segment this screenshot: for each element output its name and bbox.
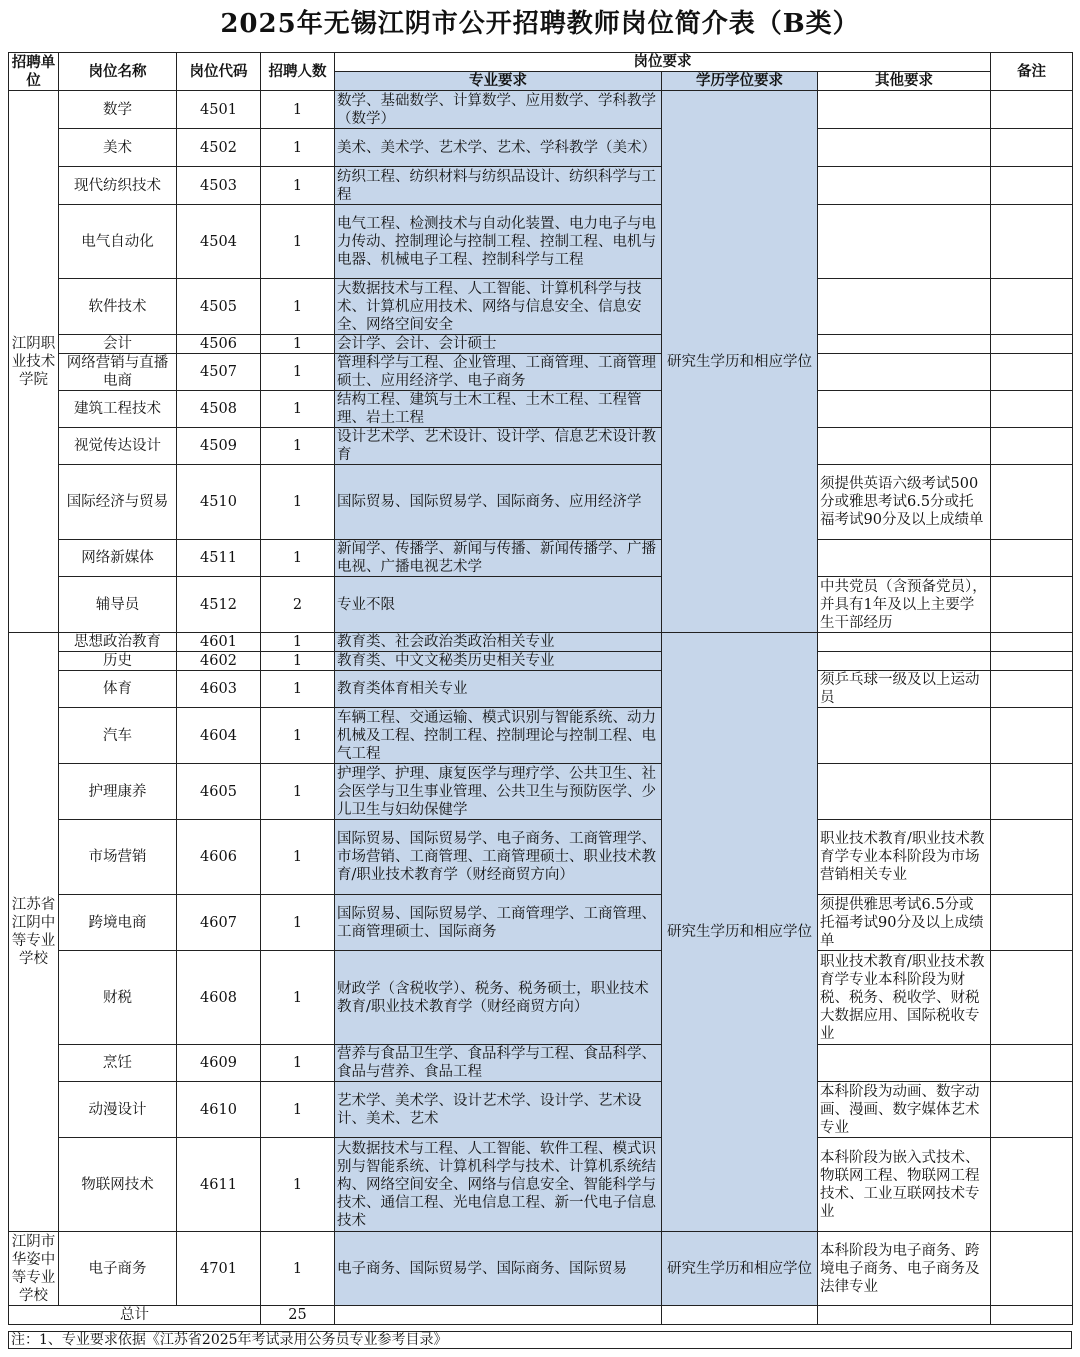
table-row	[9, 279, 1073, 335]
count-cell: 1	[261, 391, 335, 428]
table-row	[9, 652, 1073, 671]
position-code-cell: 4701	[177, 1232, 261, 1306]
footnote: 注：1、专业要求依据《江苏省2025年考试录用公务员专业参考目录》	[8, 1331, 1072, 1349]
table-row	[9, 391, 1073, 428]
count-cell: 1	[261, 652, 335, 671]
count-cell: 1	[261, 820, 335, 895]
major-cell: 营养与食品卫生学、食品科学与工程、食品科学、食品与营养、食品工程	[335, 1045, 662, 1082]
count-cell: 1	[261, 895, 335, 951]
other-requirements-cell	[818, 633, 991, 652]
table-row	[9, 895, 1073, 951]
position-name-cell: 财税	[59, 951, 177, 1045]
table-row	[9, 671, 1073, 708]
other-requirements-cell	[818, 91, 991, 129]
count-cell: 1	[261, 205, 335, 279]
header-other: 其他要求	[818, 72, 991, 91]
count-cell: 1	[261, 91, 335, 129]
position-code-cell: 4606	[177, 820, 261, 895]
other-requirements-cell	[818, 354, 991, 391]
total-empty-remarks	[991, 1306, 1073, 1325]
table-row	[9, 428, 1073, 465]
table-row	[9, 354, 1073, 391]
major-cell: 教育类、社会政治类政治相关专业	[335, 633, 662, 652]
position-name-cell: 历史	[59, 652, 177, 671]
position-name-cell: 汽车	[59, 708, 177, 764]
count-cell: 1	[261, 1082, 335, 1138]
other-requirements-cell	[818, 540, 991, 577]
position-code-cell: 4503	[177, 167, 261, 205]
count-cell: 1	[261, 1045, 335, 1082]
count-cell: 1	[261, 279, 335, 335]
position-name-cell: 数学	[59, 91, 177, 129]
total-empty-major	[335, 1306, 662, 1325]
count-cell: 1	[261, 1138, 335, 1232]
remarks-cell	[991, 1082, 1073, 1138]
major-cell: 管理科学与工程、企业管理、工商管理、工商管理硕士、应用经济学、电子商务	[335, 354, 662, 391]
table-row	[9, 708, 1073, 764]
other-requirements-cell	[818, 428, 991, 465]
remarks-cell	[991, 279, 1073, 335]
position-name-cell: 体育	[59, 671, 177, 708]
remarks-cell	[991, 354, 1073, 391]
table-row	[9, 540, 1073, 577]
count-cell: 1	[261, 540, 335, 577]
table-row	[9, 820, 1073, 895]
position-code-cell: 4602	[177, 652, 261, 671]
count-cell: 1	[261, 1232, 335, 1306]
table-row	[9, 465, 1073, 540]
remarks-cell	[991, 391, 1073, 428]
count-cell: 1	[261, 671, 335, 708]
position-code-cell: 4608	[177, 951, 261, 1045]
header-education: 学历学位要求	[662, 72, 818, 91]
position-name-cell: 网络营销与直播电商	[59, 354, 177, 391]
count-cell: 1	[261, 354, 335, 391]
remarks-cell	[991, 895, 1073, 951]
table-row	[9, 335, 1073, 354]
position-code-cell: 4511	[177, 540, 261, 577]
major-cell: 专业不限	[335, 577, 662, 633]
major-cell: 护理学、护理、康复医学与理疗学、公共卫生、社会医学与卫生事业管理、公共卫生与预防医学、少儿卫生与妇幼保健学	[335, 764, 662, 820]
position-name-cell: 建筑工程技术	[59, 391, 177, 428]
remarks-cell	[991, 1138, 1073, 1232]
position-code-cell: 4604	[177, 708, 261, 764]
major-cell: 教育类、中文文秘类历史相关专业	[335, 652, 662, 671]
header-major: 专业要求	[335, 72, 662, 91]
position-name-cell: 跨境电商	[59, 895, 177, 951]
major-cell: 新闻学、传播学、新闻与传播、新闻传播学、广播电视、广播电视艺术学	[335, 540, 662, 577]
position-name-cell: 物联网技术	[59, 1138, 177, 1232]
other-requirements-cell	[818, 335, 991, 354]
table-row	[9, 764, 1073, 820]
table-row	[9, 951, 1073, 1045]
table-row	[9, 633, 1073, 652]
major-cell: 财政学（含税收学）、税务、税务硕士，职业技术教育/职业技术教育学（财经商贸方向）	[335, 951, 662, 1045]
position-code-cell: 4508	[177, 391, 261, 428]
table-row	[9, 205, 1073, 279]
other-requirements-cell	[818, 167, 991, 205]
table-row	[9, 1138, 1073, 1232]
major-cell: 大数据技术与工程、人工智能、计算机科学与技术、计算机应用技术、网络与信息安全、信息安全、网络空间安全	[335, 279, 662, 335]
position-name-cell: 思想政治教育	[59, 633, 177, 652]
remarks-cell	[991, 652, 1073, 671]
position-code-cell: 4510	[177, 465, 261, 540]
position-code-cell: 4601	[177, 633, 261, 652]
other-requirements-cell	[818, 129, 991, 167]
other-requirements-cell: 本科阶段为电子商务、跨境电子商务、电子商务及法律专业	[818, 1232, 991, 1306]
other-requirements-cell: 职业技术教育/职业技术教育学专业本科阶段为市场营销相关专业	[818, 820, 991, 895]
other-requirements-cell	[818, 764, 991, 820]
position-code-cell: 4605	[177, 764, 261, 820]
major-cell: 电气工程、检测技术与自动化装置、电力电子与电力传动、控制理论与控制工程、控制工程、电机与电器、机械电子工程、控制科学与工程	[335, 205, 662, 279]
position-name-cell: 市场营销	[59, 820, 177, 895]
count-cell: 1	[261, 465, 335, 540]
remarks-cell	[991, 465, 1073, 540]
position-code-cell: 4506	[177, 335, 261, 354]
count-cell: 1	[261, 335, 335, 354]
count-cell: 1	[261, 708, 335, 764]
unit-cell: 江阴市华姿中等专业学校	[9, 1232, 59, 1306]
table-row	[9, 1232, 1073, 1306]
table-row	[9, 1082, 1073, 1138]
major-cell: 电子商务、国际贸易学、国际商务、国际贸易	[335, 1232, 662, 1306]
major-cell: 美术、美术学、艺术学、艺术、学科教学（美术）	[335, 129, 662, 167]
other-requirements-cell	[818, 279, 991, 335]
unit-cell: 江阴职业技术学院	[9, 91, 59, 633]
other-requirements-cell	[818, 652, 991, 671]
header-position-code: 岗位代码	[177, 53, 261, 91]
position-name-cell: 美术	[59, 129, 177, 167]
remarks-cell	[991, 540, 1073, 577]
header-count: 招聘人数	[261, 53, 335, 91]
remarks-cell	[991, 428, 1073, 465]
major-cell: 数学、基础数学、计算数学、应用数学、学科教学（数学）	[335, 91, 662, 129]
position-code-cell: 4509	[177, 428, 261, 465]
position-code-cell: 4507	[177, 354, 261, 391]
education-cell: 研究生学历和相应学位	[662, 633, 818, 1232]
remarks-cell	[991, 167, 1073, 205]
table-row	[9, 577, 1073, 633]
major-cell: 国际贸易、国际贸易学、工商管理学、工商管理、工商管理硕士、国际商务	[335, 895, 662, 951]
total-row	[9, 1306, 1073, 1325]
position-table	[8, 52, 1073, 1325]
table-row	[9, 129, 1073, 167]
remarks-cell	[991, 91, 1073, 129]
major-cell: 国际贸易、国际贸易学、电子商务、工商管理学、市场营销、工商管理、工商管理硕士、职业技术教育/职业技术教育学（财经商贸方向）	[335, 820, 662, 895]
major-cell: 大数据技术与工程、人工智能、软件工程、模式识别与智能系统、计算机科学与技术、计算机系统结构、网络空间安全、网络与信息安全、智能科学与技术、通信工程、光电信息工程、新一代电子信息技术	[335, 1138, 662, 1232]
position-name-cell: 电子商务	[59, 1232, 177, 1306]
position-name-cell: 网络新媒体	[59, 540, 177, 577]
major-cell: 设计艺术学、艺术设计、设计学、信息艺术设计教育	[335, 428, 662, 465]
remarks-cell	[991, 671, 1073, 708]
position-code-cell: 4504	[177, 205, 261, 279]
remarks-cell	[991, 951, 1073, 1045]
other-requirements-cell: 职业技术教育/职业技术教育学专业本科阶段为财税、税务、税收学、财税大数据应用、国际税收专业	[818, 951, 991, 1045]
remarks-cell	[991, 708, 1073, 764]
education-cell: 研究生学历和相应学位	[662, 91, 818, 633]
remarks-cell	[991, 633, 1073, 652]
remarks-cell	[991, 335, 1073, 354]
count-cell: 1	[261, 428, 335, 465]
other-requirements-cell: 须提供英语六级考试500分或雅思考试6.5分或托福考试90分及以上成绩单	[818, 465, 991, 540]
remarks-cell	[991, 764, 1073, 820]
count-cell: 1	[261, 951, 335, 1045]
other-requirements-cell	[818, 205, 991, 279]
major-cell: 国际贸易、国际贸易学、国际商务、应用经济学	[335, 465, 662, 540]
total-label: 总计	[9, 1306, 261, 1325]
position-code-cell: 4502	[177, 129, 261, 167]
remarks-cell	[991, 1045, 1073, 1082]
unit-cell: 江苏省江阴中等专业学校	[9, 633, 59, 1232]
table-row	[9, 167, 1073, 205]
remarks-cell	[991, 129, 1073, 167]
position-name-cell: 烹饪	[59, 1045, 177, 1082]
count-cell: 1	[261, 633, 335, 652]
position-code-cell: 4611	[177, 1138, 261, 1232]
header-unit: 招聘单位	[9, 53, 59, 91]
position-name-cell: 会计	[59, 335, 177, 354]
count-cell: 1	[261, 129, 335, 167]
remarks-cell	[991, 1232, 1073, 1306]
other-requirements-cell	[818, 708, 991, 764]
remarks-cell	[991, 820, 1073, 895]
position-name-cell: 动漫设计	[59, 1082, 177, 1138]
major-cell: 会计学、会计、会计硕士	[335, 335, 662, 354]
position-name-cell: 软件技术	[59, 279, 177, 335]
other-requirements-cell: 本科阶段为动画、数字动画、漫画、数字媒体艺术专业	[818, 1082, 991, 1138]
position-name-cell: 视觉传达设计	[59, 428, 177, 465]
count-cell: 1	[261, 764, 335, 820]
table-row	[9, 91, 1073, 129]
other-requirements-cell: 中共党员（含预备党员），并具有1年及以上主要学生干部经历	[818, 577, 991, 633]
remarks-cell	[991, 205, 1073, 279]
position-name-cell: 电气自动化	[59, 205, 177, 279]
count-cell: 2	[261, 577, 335, 633]
major-cell: 教育类体育相关专业	[335, 671, 662, 708]
header-position-name: 岗位名称	[59, 53, 177, 91]
position-code-cell: 4505	[177, 279, 261, 335]
total-count: 25	[261, 1306, 335, 1325]
position-code-cell: 4603	[177, 671, 261, 708]
other-requirements-cell	[818, 391, 991, 428]
page-title: 2025年无锡江阴市公开招聘教师岗位简介表（B类）	[220, 9, 860, 39]
position-name-cell: 现代纺织技术	[59, 167, 177, 205]
position-name-cell: 辅导员	[59, 577, 177, 633]
header-requirements: 岗位要求	[335, 53, 991, 72]
table-row	[9, 1045, 1073, 1082]
other-requirements-cell: 本科阶段为嵌入式技术、物联网工程、物联网工程技术、工业互联网技术专业	[818, 1138, 991, 1232]
major-cell: 结构工程、建筑与土木工程、土木工程、工程管理、岩土工程	[335, 391, 662, 428]
remarks-cell	[991, 577, 1073, 633]
other-requirements-cell: 须提供雅思考试6.5分或托福考试90分及以上成绩单	[818, 895, 991, 951]
other-requirements-cell	[818, 1045, 991, 1082]
position-name-cell: 护理康养	[59, 764, 177, 820]
count-cell: 1	[261, 167, 335, 205]
position-name-cell: 国际经济与贸易	[59, 465, 177, 540]
position-code-cell: 4610	[177, 1082, 261, 1138]
major-cell: 纺织工程、纺织材料与纺织品设计、纺织科学与工程	[335, 167, 662, 205]
position-code-cell: 4501	[177, 91, 261, 129]
position-code-cell: 4607	[177, 895, 261, 951]
other-requirements-cell: 须乒乓球一级及以上运动员	[818, 671, 991, 708]
header-remarks: 备注	[991, 53, 1073, 91]
education-cell: 研究生学历和相应学位	[662, 1232, 818, 1306]
position-code-cell: 4609	[177, 1045, 261, 1082]
total-empty-education	[662, 1306, 818, 1325]
major-cell: 车辆工程、交通运输、模式识别与智能系统、动力机械及工程、控制工程、控制理论与控制工程、电气工程	[335, 708, 662, 764]
total-empty-other	[818, 1306, 991, 1325]
position-code-cell: 4512	[177, 577, 261, 633]
major-cell: 艺术学、美术学、设计艺术学、设计学、艺术设计、美术、艺术	[335, 1082, 662, 1138]
